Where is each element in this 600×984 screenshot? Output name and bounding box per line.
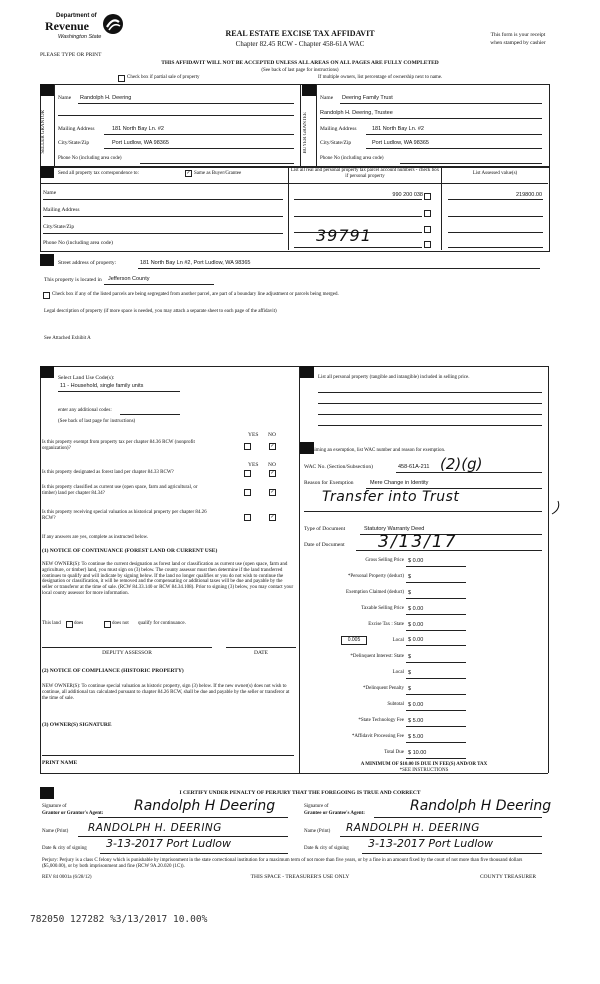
assessed-line-3 <box>448 232 543 233</box>
multiple-owners-note: If multiple owners, list percentage of ownership next to name. <box>318 75 443 80</box>
reason-label: Reason for Exemption <box>304 480 354 486</box>
segregated-checkbox[interactable] <box>43 292 50 299</box>
grantor-name-handwritten: RANDOLPH H. DEERING <box>88 822 222 834</box>
seller-city-label: City/State/Zip <box>58 140 90 146</box>
grantee-date-label: Date & city of signing <box>304 846 349 851</box>
doc-date-handwritten: 3/13/17 <box>378 532 458 552</box>
gross-value[interactable]: $ 0.00 <box>408 558 424 564</box>
claim-exemption-label: If claiming an exemption, list WAC number and reason for exemption. <box>304 448 446 453</box>
grantor-signature: Randolph H Deering <box>134 798 276 814</box>
tech-fee-value[interactable]: $ 5.00 <box>408 718 424 724</box>
street-line <box>138 268 540 269</box>
personal-line-3 <box>318 414 542 415</box>
this-land-label: This land <box>42 621 61 626</box>
grantor-sig-label-a: Signature of <box>42 804 67 809</box>
grantor-date-line <box>100 853 288 854</box>
validation-stamp: 782050 127282 %3/13/2017 10.00% <box>30 914 208 925</box>
personal-line-4 <box>318 425 542 426</box>
receipt-line2: when stamped by cashier <box>490 40 546 46</box>
buyer-side-divider <box>316 84 317 166</box>
print-name-label: PRINT NAME <box>42 760 78 766</box>
parcel-line-4 <box>294 247 422 248</box>
grantor-date-handwritten: 3-13-2017 Port Ludlow <box>106 837 231 850</box>
grantee-date-line <box>362 853 542 854</box>
local2-value[interactable]: $ <box>408 670 412 676</box>
treasurer-use-label: THIS SPACE - TREASURER'S USE ONLY <box>250 874 350 880</box>
q-exempt: Is this property exempt from property tax per chapter 84.36 RCW (nonprofit organization)? <box>42 440 195 451</box>
grantee-name-print-label: Name (Print) <box>304 829 331 834</box>
partial-sale-checkbox[interactable] <box>118 75 125 82</box>
see-attached: See Attached Exhibit A <box>44 336 91 341</box>
reason[interactable]: Mere Change in Identity <box>370 480 429 486</box>
legal-desc-label: Legal description of property (if more space is needed, you may attach a separate sheet to each page of the affidavit) <box>44 309 277 314</box>
exempt-yes-checkbox[interactable] <box>244 443 251 450</box>
dor-logo <box>42 13 132 47</box>
doc-date-line <box>356 550 542 551</box>
land-use-see-back: (See back of last page for instructions) <box>58 419 136 424</box>
buyer-phone-label: Phone No (including area code) <box>320 156 384 161</box>
personal-line-1 <box>318 392 542 393</box>
section-4-marker <box>40 254 54 266</box>
section-1-marker <box>40 84 54 96</box>
county-treasurer-label: COUNTY TREASURER <box>480 874 537 880</box>
yes-header-2: YES <box>248 462 259 468</box>
additional-codes-line <box>120 414 180 415</box>
section-8-marker <box>40 787 54 799</box>
local2-label: Local <box>392 670 404 675</box>
notice2-title: (2) NOTICE OF COMPLIANCE (HISTORIC PROPERTY) <box>42 668 184 674</box>
buyer-mailing-line <box>366 134 542 135</box>
delinquent-penalty-label: *Delinquent Penalty <box>363 686 404 691</box>
local-line <box>406 645 466 646</box>
handwritten-number: 39791 <box>316 226 372 245</box>
local-label: Local <box>392 638 404 643</box>
buyer-mailing[interactable]: 181 North Bay Ln. #2 <box>372 126 424 132</box>
affidavit-fee-value[interactable]: $ 5.00 <box>408 734 424 740</box>
local2-line <box>406 678 466 679</box>
seller-name-label: Name <box>58 95 72 101</box>
notice2-text: NEW OWNER(S): To continue special valuation as historic property, sign (3) below. If the new owner(s) does not wish to continue, all additional tax calculated pursuant to chapter 84.26 RCW, shall be due and payable by the seller or transferor at the time of sale. <box>42 684 290 701</box>
personal-deduct-label: *Personal Property (deduct) <box>347 574 404 579</box>
corr-name-line <box>43 199 283 200</box>
seller-city-line <box>104 148 294 149</box>
grantor-sig-line <box>98 817 288 818</box>
affidavit-fee-line <box>406 742 466 743</box>
land-use-label: Select Land Use Code(s): <box>58 375 115 381</box>
buyer-city-label: City/State/Zip <box>320 140 352 146</box>
assessed-header: List Assessed value(s) <box>472 171 518 176</box>
corr-city-label: City/State/Zip <box>43 224 75 230</box>
assessed-line-2 <box>448 216 543 217</box>
seller-phone-line <box>140 163 294 164</box>
same-as-buyer-label: Same as Buyer/Grantee <box>194 171 242 176</box>
grantee-name-handwritten: RANDOLPH H. DEERING <box>346 822 480 834</box>
taxable-line <box>406 614 466 615</box>
personal-line-2 <box>318 403 542 404</box>
assessed-line-4 <box>448 247 543 248</box>
seller-mailing[interactable]: 181 North Bay Ln. #2 <box>112 126 164 132</box>
delinquent-penalty-line <box>406 694 466 695</box>
parcel-personal-checkbox-1[interactable] <box>424 193 431 200</box>
excise-value[interactable]: $ 0.00 <box>408 622 424 628</box>
parcel-personal-checkbox-4[interactable] <box>424 241 431 248</box>
seller-city[interactable]: Port Ludlow, WA 98365 <box>112 140 169 146</box>
exemption-claimed-line <box>406 598 466 599</box>
certify-title: I CERTIFY UNDER PENALTY OF PERJURY THAT THE FOREGOING IS TRUE AND CORRECT <box>179 790 421 796</box>
excise-label: Excise Tax : State <box>368 622 404 627</box>
buyer-name-line <box>340 103 542 104</box>
send-correspondence-label: Send all property tax correspondence to: <box>58 171 139 176</box>
warning-banner: THIS AFFIDAVIT WILL NOT BE ACCEPTED UNLESS ALL AREAS ON ALL PAGES ARE FULLY COMPLETED <box>161 60 439 66</box>
parcel-number[interactable]: 990 200 038 <box>392 192 423 198</box>
assessed-divider <box>441 166 442 250</box>
seller-side-label: SELLER GRANTOR <box>41 110 46 154</box>
q-historic: Is this property receiving special valuation as historical property per chapter 84.26 RCW? <box>42 510 207 521</box>
logo-line1: Department of <box>56 13 97 19</box>
excise-line <box>406 630 466 631</box>
margin-mark-icon <box>550 500 562 516</box>
affidavit-fee-label: *Affidavit Processing Fee <box>351 734 404 739</box>
parcel-personal-checkbox-3[interactable] <box>424 226 431 233</box>
parcel-line-1 <box>294 199 422 200</box>
form-title: REAL ESTATE EXCISE TAX AFFIDAVIT <box>225 29 375 38</box>
reason-handwritten: Transfer into Trust <box>322 489 460 505</box>
form-subtitle: Chapter 82.45 RCW - Chapter 458-61A WAC <box>235 40 365 48</box>
total-label: Total Due <box>384 750 404 755</box>
doc-type-label: Type of Document <box>304 526 346 532</box>
corr-mailing-label: Mailing Address <box>43 207 80 213</box>
minimum-note: A MINIMUM OF $10.00 IS DUE IN FEE(S) AND/OR TAX <box>360 762 488 767</box>
perjury-note: Perjury: Perjury is a class C felony which is punishable by imprisonment in the state correctional institution for a maximum term of not more than five years, or by a fine in an amount fixed by the court of not more than five thousand dollars ($5,000.00), or by both imprisonment and fine (RCW 9A.20.020 (1C)). <box>42 858 523 869</box>
parcel-personal-checkbox-2[interactable] <box>424 210 431 217</box>
grantor-agent-label: Grantor or Grantor's Agent: <box>42 811 104 816</box>
notice1-title: (1) NOTICE OF CONTINUANCE (FOREST LAND OR CURRENT USE) <box>42 548 218 554</box>
assessed-value[interactable]: 219800.00 <box>516 192 542 198</box>
subtotal-line <box>406 710 466 711</box>
grantor-name-print-label: Name (Print) <box>42 829 69 834</box>
logo-line3: Washington State <box>58 34 102 40</box>
gross-label: Gross Selling Price <box>365 558 404 563</box>
owner-signature-line <box>42 755 294 756</box>
date-line <box>226 647 296 648</box>
county[interactable]: Jefferson County <box>108 276 150 282</box>
partial-sale-label: Check box if partial sale of property <box>127 75 200 80</box>
section-5-marker <box>40 366 54 378</box>
correspondence-header-line <box>40 183 548 184</box>
additional-codes-label: enter any additional codes: <box>58 408 112 413</box>
seller-name-line <box>78 103 294 104</box>
parties-divider <box>300 84 301 166</box>
street-address[interactable]: 181 North Bay Ln #2, Port Ludlow, WA 98365 <box>140 260 251 266</box>
taxable-label: Taxable Selling Price <box>361 606 404 611</box>
buyer-side-label: BUYER GRANTEE <box>303 112 308 154</box>
personal-property-label: List all personal property (tangible and intangible) included in selling price. <box>318 375 470 380</box>
lower-right-vline <box>548 366 549 773</box>
correspondence-divider <box>288 166 289 250</box>
seller-mailing-label: Mailing Address <box>58 126 95 132</box>
tech-fee-line <box>406 726 466 727</box>
buyer-name-label: Name <box>320 95 334 101</box>
no-header-1: NO <box>268 432 276 438</box>
type-or-print: PLEASE TYPE OR PRINT <box>40 52 102 58</box>
deputy-line <box>42 647 212 648</box>
section-6-marker <box>300 366 314 378</box>
subtotal-value[interactable]: $ 0.00 <box>408 702 424 708</box>
rev-number: REV 84 0001a (6/28/12) <box>42 875 92 880</box>
wac-line <box>396 472 542 473</box>
does-not-checkbox[interactable] <box>104 621 111 628</box>
historic-no-checkbox[interactable]: ✓ <box>270 515 275 520</box>
historic-yes-checkbox[interactable] <box>244 514 251 521</box>
owner-signature-label: (3) OWNER(S) SIGNATURE <box>42 722 112 728</box>
seller-mailing-line <box>104 134 294 135</box>
current-use-no-checkbox[interactable]: ✓ <box>270 490 275 495</box>
street-label: Street address of property: <box>58 260 117 266</box>
wac-handwritten: (2)(g) <box>440 455 483 473</box>
corr-name-label: Name <box>43 190 57 196</box>
revenue-logo-icon <box>102 13 124 35</box>
personal-deduct-value[interactable]: $ <box>408 574 412 580</box>
yes-header-1: YES <box>248 432 259 438</box>
wac-label: WAC No. (Section/Subsection) <box>304 464 373 470</box>
lower-top-border <box>40 366 548 367</box>
does-not-label: does not <box>112 621 129 626</box>
exemption-claimed-label: Exemption Claimed (deduct) <box>345 590 404 595</box>
current-use-yes-checkbox[interactable] <box>244 489 251 496</box>
land-use-code[interactable]: 11 - Household, single family units <box>60 383 144 389</box>
does-checkbox[interactable] <box>66 621 73 628</box>
delinquent-penalty-value[interactable]: $ <box>408 686 412 692</box>
receipt-line1: This form is your receipt <box>490 32 546 38</box>
local-value[interactable]: $ 0.00 <box>408 637 424 643</box>
grantor-date-label: Date & city of signing <box>42 846 87 851</box>
seller-name[interactable]: Randolph H. Deering <box>80 95 132 101</box>
land-use-line <box>58 391 180 392</box>
corr-phone-label: Phone No (including area code) <box>43 240 113 246</box>
wac-number[interactable]: 458-61A-211 <box>398 464 430 470</box>
q-current-use: Is this property classified as current use (open space, farm and agricultural, or timber) land per chapter 84.34? <box>42 485 198 496</box>
doc-date-label: Date of Document <box>304 542 345 548</box>
buyer-mailing-label: Mailing Address <box>320 126 357 132</box>
delinquent-interest-value[interactable]: $ <box>408 654 412 660</box>
no-header-2: NO <box>268 462 276 468</box>
grantee-date-handwritten: 3-13-2017 Port Ludlow <box>368 837 493 850</box>
corr-city-line <box>43 233 283 234</box>
local-rate-box: 0.005 <box>341 636 367 645</box>
qualify-label: qualify for continuance. <box>138 621 186 626</box>
buyer-city[interactable]: Port Ludlow, WA 98365 <box>372 140 429 146</box>
same-as-buyer-checkbox[interactable]: ✓ <box>186 171 191 176</box>
buyer-name2[interactable]: Randolph H. Deering, Trustee <box>320 110 393 116</box>
logo-line2: Revenue <box>45 19 89 33</box>
buyer-city-line <box>366 148 542 149</box>
grantee-signature: Randolph H Deering <box>410 798 552 814</box>
total-value[interactable]: $ 10.00 <box>408 750 427 756</box>
deputy-label: DEPUTY ASSESSOR <box>102 650 152 656</box>
seller-side-divider <box>54 84 55 166</box>
if-yes-note: If any answers are yes, complete as instructed below. <box>42 535 149 540</box>
tech-fee-label: *State Technology Fee <box>358 718 404 723</box>
reason-line-2 <box>304 511 542 512</box>
buyer-phone-line <box>400 163 542 164</box>
buyer-name[interactable]: Deering Family Trust <box>342 95 393 101</box>
lower-divider <box>299 366 300 773</box>
taxable-value[interactable]: $ 0.00 <box>408 606 424 612</box>
parcel-line-2 <box>294 216 422 217</box>
seller-extra-line1 <box>58 115 294 116</box>
parcel-header: List all real and personal property tax parcel account numbers - check box if personal property <box>290 168 440 179</box>
subtotal-label: Subtotal <box>387 702 404 707</box>
personal-deduct-line <box>406 582 466 583</box>
total-line <box>406 758 466 759</box>
seller-phone-label: Phone No (including area code) <box>58 156 122 161</box>
county-line <box>104 284 214 285</box>
does-label: does <box>74 621 84 626</box>
grantee-agent-label: Grantee or Grantee's Agent: <box>304 811 365 816</box>
q-forest: Is this property designated as forest land per chapter 84.33 RCW? <box>42 470 174 475</box>
delinquent-interest-label: *Delinquent Interest: State <box>350 654 404 659</box>
gross-line <box>406 566 466 567</box>
section-2-marker <box>302 84 316 96</box>
doc-type[interactable]: Statutory Warranty Deed <box>364 526 425 532</box>
notice1-text: NEW OWNER(S): To continue the current designation as forest land or classification as current use (open space, farm and agriculture, or timber) land, you must sign on (3) below. The county assessor must then determine if the land transferred continues to qualify and will indicate by signing below. If the land no longer qualifies or you do not wish to continue the designation or classification, it will be removed and the compensating or additional taxes will be due and payable by the seller or transferor at the time of sale. (RCW 84.33.140 or RCW 84.34.108). Prior to signing (3) below, you may contact your local county assessor for more information. <box>42 562 294 596</box>
assessed-line-1 <box>448 199 543 200</box>
exemption-claimed-value[interactable]: $ <box>408 590 412 596</box>
grantee-sig-line <box>374 817 542 818</box>
forest-no-checkbox[interactable]: ✓ <box>270 471 275 476</box>
forest-yes-checkbox[interactable] <box>244 470 251 477</box>
lower-left-vline <box>40 366 41 773</box>
segregated-label: Check box if any of the listed parcels are being segregated from another parcel, are part of a boundary line adjustment or parcels being merged. <box>52 292 339 297</box>
date-label: DATE <box>253 650 269 656</box>
exempt-no-checkbox[interactable]: ✓ <box>270 444 275 449</box>
corr-mailing-line <box>43 216 283 217</box>
buyer-name2-line <box>320 118 542 119</box>
section-3-marker <box>40 166 54 178</box>
see-back-note: (See back of last page for instructions) <box>261 68 339 73</box>
located-label: This property is located in <box>44 277 102 283</box>
see-instructions: *SEE INSTRUCTIONS <box>399 768 449 773</box>
delinquent-interest-line <box>406 662 466 663</box>
grantee-sig-label-a: Signature of <box>304 804 329 809</box>
